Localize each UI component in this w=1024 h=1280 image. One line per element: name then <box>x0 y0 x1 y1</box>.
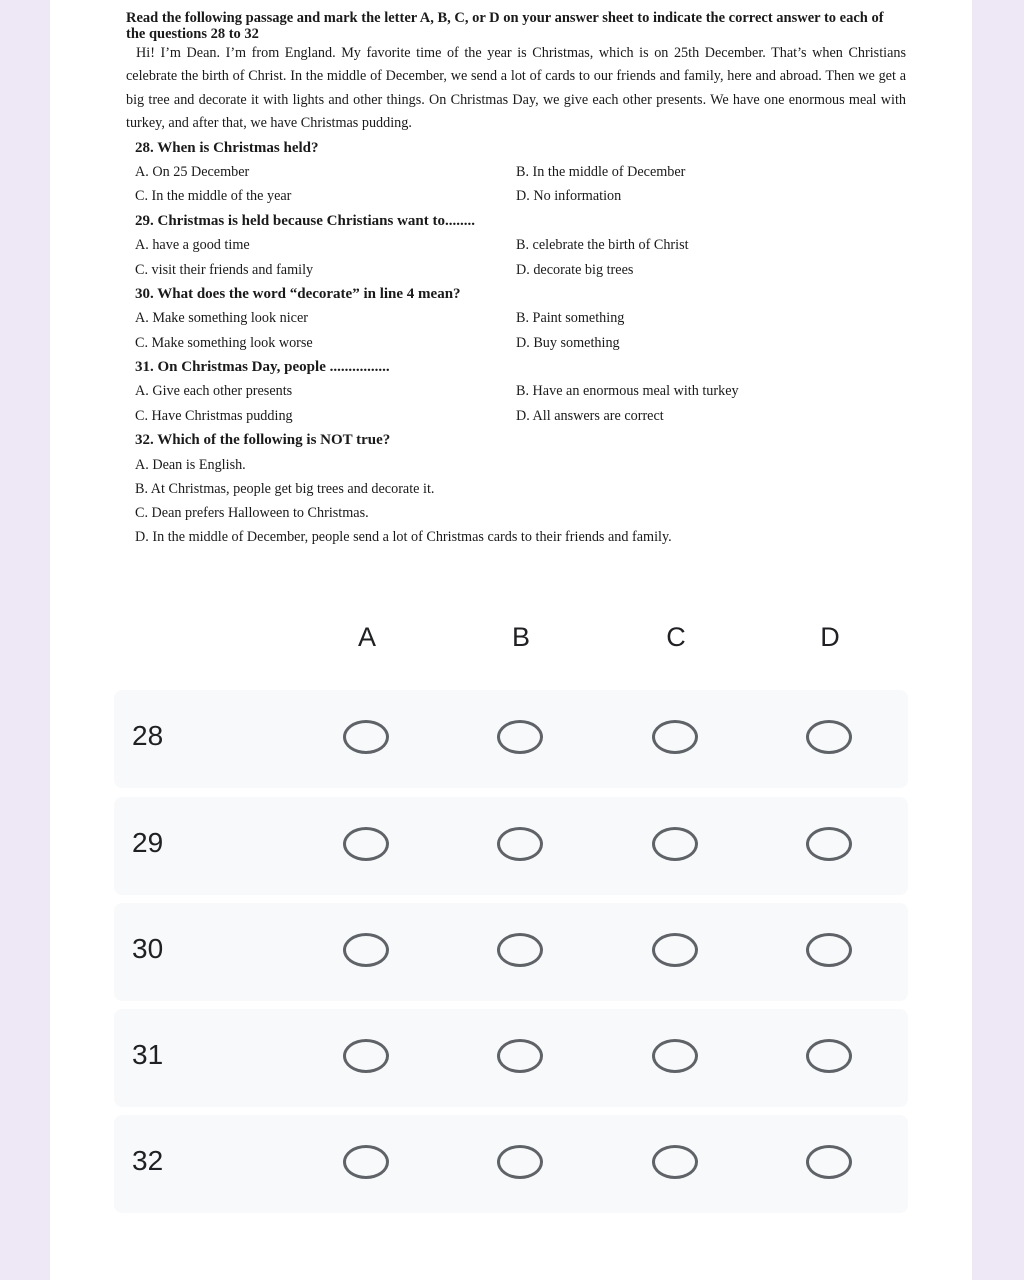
option-d: D. Buy something <box>516 334 620 351</box>
grid-row-31 <box>114 1009 908 1107</box>
row-label: 30 <box>132 933 164 964</box>
radio-30-d[interactable] <box>806 933 852 967</box>
radio-31-d[interactable] <box>806 1039 852 1073</box>
grid-row-30 <box>114 903 908 1001</box>
option-c: C. Make something look worse <box>135 334 313 351</box>
radio-29-a[interactable] <box>343 827 389 861</box>
option-b: B. Have an enormous meal with turkey <box>516 383 739 400</box>
grid-row-32 <box>114 1115 908 1213</box>
option-a: A. have a good time <box>135 237 250 254</box>
option-b: B. celebrate the birth of Christ <box>516 237 689 254</box>
option-b: B. Paint something <box>516 310 625 327</box>
question-29 <box>126 209 906 282</box>
option-d: D. No information <box>516 188 622 205</box>
option-d: D. All answers are correct <box>516 407 664 424</box>
radio-31-a[interactable] <box>343 1039 389 1073</box>
grid-row-29 <box>114 797 908 895</box>
column-label-d: D <box>820 622 840 652</box>
radio-31-c[interactable] <box>652 1039 698 1073</box>
form-card <box>50 0 972 1280</box>
radio-28-c[interactable] <box>652 720 698 754</box>
option-c: C. In the middle of the year <box>135 188 292 205</box>
column-label-a: A <box>357 622 376 652</box>
option-c: C. visit their friends and family <box>135 261 314 278</box>
question-text: 28. When is Christmas held? <box>135 139 319 156</box>
row-label: 32 <box>132 1145 164 1176</box>
option-c: C. Dean prefers Halloween to Christmas. <box>135 505 369 522</box>
radio-32-a[interactable] <box>343 1145 389 1179</box>
question-30 <box>126 282 906 355</box>
option-b: B. In the middle of December <box>516 164 686 181</box>
radio-32-b[interactable] <box>497 1145 543 1179</box>
radio-32-d[interactable] <box>806 1145 852 1179</box>
radio-28-d[interactable] <box>806 720 852 754</box>
question-32 <box>126 428 906 550</box>
question-image <box>126 10 906 550</box>
option-d: D. decorate big trees <box>516 261 634 278</box>
radio-28-a[interactable] <box>343 720 389 754</box>
row-label: 28 <box>132 720 164 751</box>
option-c: C. Have Christmas pudding <box>135 407 293 424</box>
row-label: 31 <box>132 1039 164 1070</box>
option-a: A. On 25 December <box>135 164 250 181</box>
option-b: B. At Christmas, people get big trees and decorate it. <box>135 480 435 497</box>
question-text: 32. Which of the following is NOT true? <box>135 432 391 448</box>
question-28 <box>126 136 906 209</box>
radio-29-d[interactable] <box>806 827 852 861</box>
radio-30-a[interactable] <box>343 933 389 967</box>
column-label-b: B <box>511 622 530 652</box>
row-label: 29 <box>132 827 164 858</box>
question-text: 29. Christmas is held because Christians want to........ <box>135 212 476 229</box>
reading-passage: Hi! I’m Dean. I’m from England. My favorite time of the year is Christmas, which is on 25th December. That’s when Christians celebrate the birth of Christ. In the middle of December, we send a lot of cards to our friends and family, here and abroad. Then we get a big tree and decorate it with lights and other things. On Christmas Day, we give each other presents. We have one enormous meal with turkey, and after that, we have Christmas pudding. <box>126 45 906 132</box>
radio-30-c[interactable] <box>652 933 698 967</box>
radio-32-c[interactable] <box>652 1145 698 1179</box>
radio-31-b[interactable] <box>497 1039 543 1073</box>
instruction-text: Read the following passage and mark the letter A, B, C, or D on your answer sheet to indicate the correct answer to each of the questions 28 to 32 <box>126 10 884 42</box>
radio-29-b[interactable] <box>497 827 543 861</box>
option-d: D. In the middle of December, people send a lot of Christmas cards to their friends and family. <box>135 529 672 546</box>
column-label-c: C <box>666 622 686 652</box>
grid-column-header <box>50 622 972 658</box>
grid-row-28 <box>114 690 908 788</box>
question-text: 30. What does the word “decorate” in line 4 mean? <box>135 285 461 302</box>
option-a: A. Dean is English. <box>135 456 246 473</box>
question-text: 31. On Christmas Day, people ................ <box>135 358 390 375</box>
radio-30-b[interactable] <box>497 933 543 967</box>
radio-29-c[interactable] <box>652 827 698 861</box>
option-a: A. Give each other presents <box>135 383 293 400</box>
radio-28-b[interactable] <box>497 720 543 754</box>
option-a: A. Make something look nicer <box>135 310 308 327</box>
question-31 <box>126 355 906 428</box>
